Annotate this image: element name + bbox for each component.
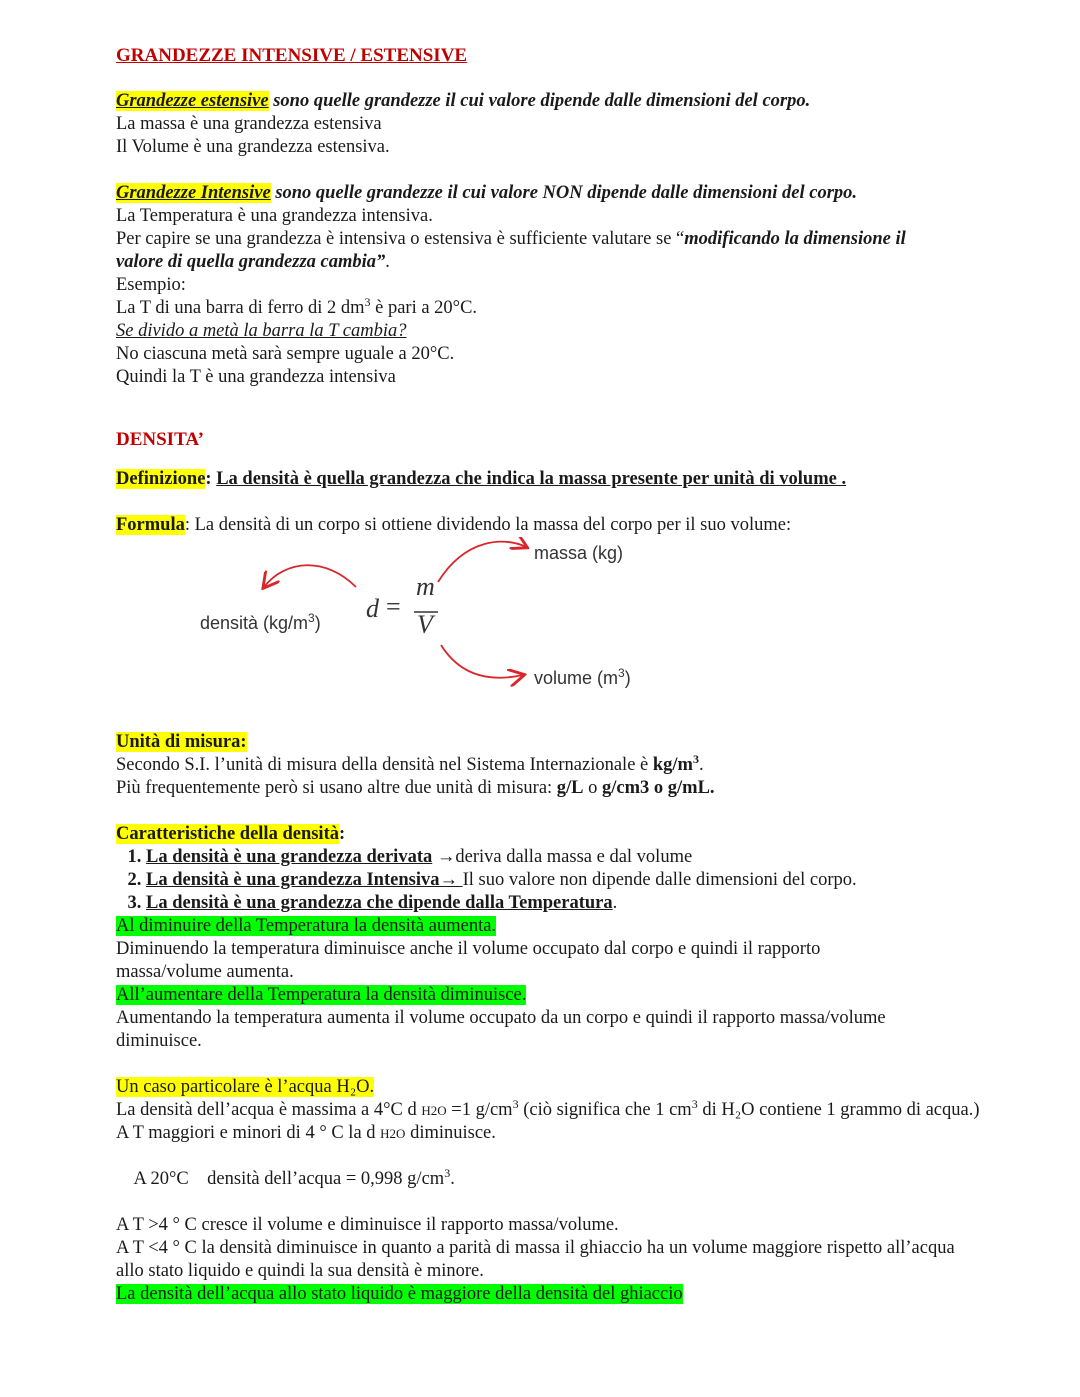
acqua-line-1: [116, 1096, 986, 1122]
acqua-l2a: A T maggiori e minori di 4 ° C la d: [116, 1123, 381, 1143]
formula-equals: =: [386, 592, 401, 621]
char-2a: La densità è una grandezza Intensiva→: [146, 870, 463, 890]
estensive-def-text: sono quelle grandezze il cui valore dipende dalle dimensioni del corpo.: [268, 91, 811, 111]
densita-title: DENSITA’: [116, 429, 204, 450]
estensive-line-2: Il Volume è una grandezza estensiva.: [116, 137, 390, 157]
acqua-highlight-text: La densità dell’acqua allo stato liquido è maggiore della densità del ghiaccio: [116, 1284, 683, 1304]
intensive-line-3a: valore di quella grandezza cambia”: [116, 252, 386, 272]
arrow-to-density: [264, 565, 356, 587]
char-3b: .: [612, 893, 618, 913]
unit-line-1: [116, 751, 1016, 777]
unit-or: o: [583, 778, 603, 798]
char-1a: La densità è una grandezza derivata: [146, 847, 433, 867]
intensive-line-3: [116, 251, 1016, 274]
highlight-1: [116, 915, 1016, 938]
acqua-l3a: A 20°C densità dell’acqua = 0,998 g/cm: [133, 1169, 445, 1189]
intensive-term: Grandezze Intensive: [116, 183, 271, 203]
acqua-heading: [116, 1076, 1016, 1099]
volume-label: [534, 667, 631, 690]
formula-v: V: [417, 610, 433, 639]
densita-formula: [116, 514, 1016, 537]
acqua-l2b: diminuisce.: [405, 1123, 496, 1143]
density-formula-diagram: [116, 537, 1016, 727]
paragraph-2: Aumentando la temperatura aumenta il volume occupato da un corpo e quindi il rapporto massa/volume diminuisce.: [116, 1008, 886, 1051]
acqua-l1b: =1 g/cm: [446, 1100, 513, 1120]
acqua-l1sub: H2O: [421, 1103, 447, 1118]
unit-line-2: [116, 777, 1016, 800]
formula-m: m: [416, 572, 435, 601]
formula-d: d: [366, 594, 379, 623]
example-line-1: [116, 294, 1016, 320]
acqua-heading-text: Un caso particolare è l’acqua H₂O.: [116, 1077, 375, 1097]
list-item: [146, 892, 1016, 915]
acqua-l1d: di H₂O contiene 1 grammo di acqua.): [697, 1100, 980, 1120]
formula-text: : La densità di un corpo si ottiene dividendo la massa del corpo per il suo volume:: [184, 515, 792, 535]
page-title: GRANDEZZE INTENSIVE / ESTENSIVE: [116, 45, 468, 66]
highlight-2: [116, 984, 1016, 1007]
density-label-sup: 3: [308, 611, 315, 625]
paragraph-1: Diminuendo la temperatura diminuisce anche il volume occupato dal corpo e quindi il rapporto massa/volume aumenta.: [116, 939, 821, 982]
characteristics-title: [116, 823, 1016, 846]
unit-kgm: kg/m: [652, 755, 693, 775]
characteristics-label: Caratteristiche della densità: [116, 824, 339, 844]
unit-line-2a: Più frequentemente però si usano altre due unità di misura:: [116, 778, 557, 798]
volume-label-a: volume (m: [534, 668, 619, 688]
unit-line-1c: .: [698, 755, 704, 775]
volume-label-b: ): [624, 668, 631, 688]
definition-text: La densità è quella grandezza che indica la massa presente per unità di volume .: [216, 469, 847, 489]
intensive-line-2a: Per capire se una grandezza è intensiva o estensiva è sufficiente valutare se “: [116, 229, 685, 249]
highlight-2-text: All’aumentare della Temperatura la densità diminuisce.: [116, 985, 527, 1005]
arrow-to-mass: [438, 542, 526, 582]
unit-label: Unità di misura:: [116, 732, 247, 752]
acqua-line-4: A T >4 ° C cresce il volume e diminuisce il rapporto massa/volume.: [116, 1215, 619, 1235]
intensive-line-1: La Temperatura è una grandezza intensiva.: [116, 206, 433, 226]
example-question: Se divido a metà la barra la T cambia?: [116, 321, 407, 341]
intensive-line-2: [116, 228, 1016, 251]
arrow-to-volume: [441, 645, 523, 678]
acqua-highlight: [116, 1283, 1016, 1306]
example-line-1a: La T di una barra di ferro di 2 dm: [116, 298, 365, 318]
acqua-l1c: (ciò significa che 1 cm: [518, 1100, 692, 1120]
example-conclusion: Quindi la T è una grandezza intensiva: [116, 367, 396, 387]
unit-sup: 3: [692, 751, 699, 766]
acqua-l2sub: H2O: [380, 1126, 406, 1141]
unit-gcm3: g/cm3 o g/mL.: [602, 778, 715, 798]
char-1b: →deriva dalla massa e dal volume: [432, 847, 693, 867]
volume-label-sup: 3: [618, 666, 625, 680]
characteristics-list: [116, 846, 1016, 915]
densita-definition: [116, 468, 1016, 491]
intensive-def-text: sono quelle grandezze il cui valore NON dipende dalle dimensioni del corpo.: [270, 183, 858, 203]
density-label-a: densità (kg/m: [200, 613, 309, 633]
char-2b: Il suo valore non dipende dalle dimensioni del corpo.: [462, 870, 857, 890]
esempio-label: Esempio:: [116, 275, 186, 295]
acqua-line-2: [116, 1122, 1016, 1145]
acqua-l1a: La densità dell’acqua è massima a 4°C d: [116, 1100, 422, 1120]
density-label: [200, 612, 321, 635]
intensive-line-2b: modificando la dimensione il: [684, 229, 906, 249]
acqua-l1sup: 3: [512, 1096, 519, 1111]
definition-label: Definizione: [116, 469, 206, 489]
intensive-line-3b: .: [385, 252, 390, 272]
acqua-l1sup2: 3: [691, 1096, 698, 1111]
highlight-1-text: Al diminuire della Temperatura la densità aumenta.: [116, 916, 497, 936]
example-answer: No ciascuna metà sarà sempre uguale a 20°C.: [116, 344, 455, 364]
unit-line-1a: Secondo S.I. l’unità di misura della densità nel Sistema Internazionale è: [116, 755, 653, 775]
acqua-l3sup: 3: [444, 1165, 451, 1180]
unit-gl: g/L: [556, 778, 584, 798]
intensive-definition: [116, 182, 1016, 205]
unit-title: [116, 731, 1016, 754]
acqua-l3b: .: [450, 1169, 455, 1189]
estensive-definition: [116, 90, 1016, 113]
example-line-1b: è pari a 20°C.: [370, 298, 478, 318]
acqua-line-3: [116, 1145, 1016, 1214]
char-3a: La densità è una grandezza che dipende dalla Temperatura: [146, 893, 613, 913]
definition-colon: :: [205, 469, 217, 489]
acqua-line-5: A T <4 ° C la densità diminuisce in quanto a parità di massa il ghiaccio ha un volume maggiore rispetto all’acqua allo stato liquido e quindi la sua densità è minore.: [116, 1238, 955, 1281]
document-page: [116, 44, 1016, 1306]
estensive-line-1: La massa è una grandezza estensiva: [116, 114, 382, 134]
formula-label: Formula: [116, 515, 185, 535]
list-item: [146, 869, 1016, 892]
density-label-b: ): [314, 613, 321, 633]
example-sup: 3: [364, 294, 371, 309]
mass-label: massa (kg): [534, 543, 624, 563]
list-item: [146, 846, 1016, 869]
estensive-term: Grandezze estensive: [116, 91, 269, 111]
characteristics-colon: :: [339, 824, 346, 844]
